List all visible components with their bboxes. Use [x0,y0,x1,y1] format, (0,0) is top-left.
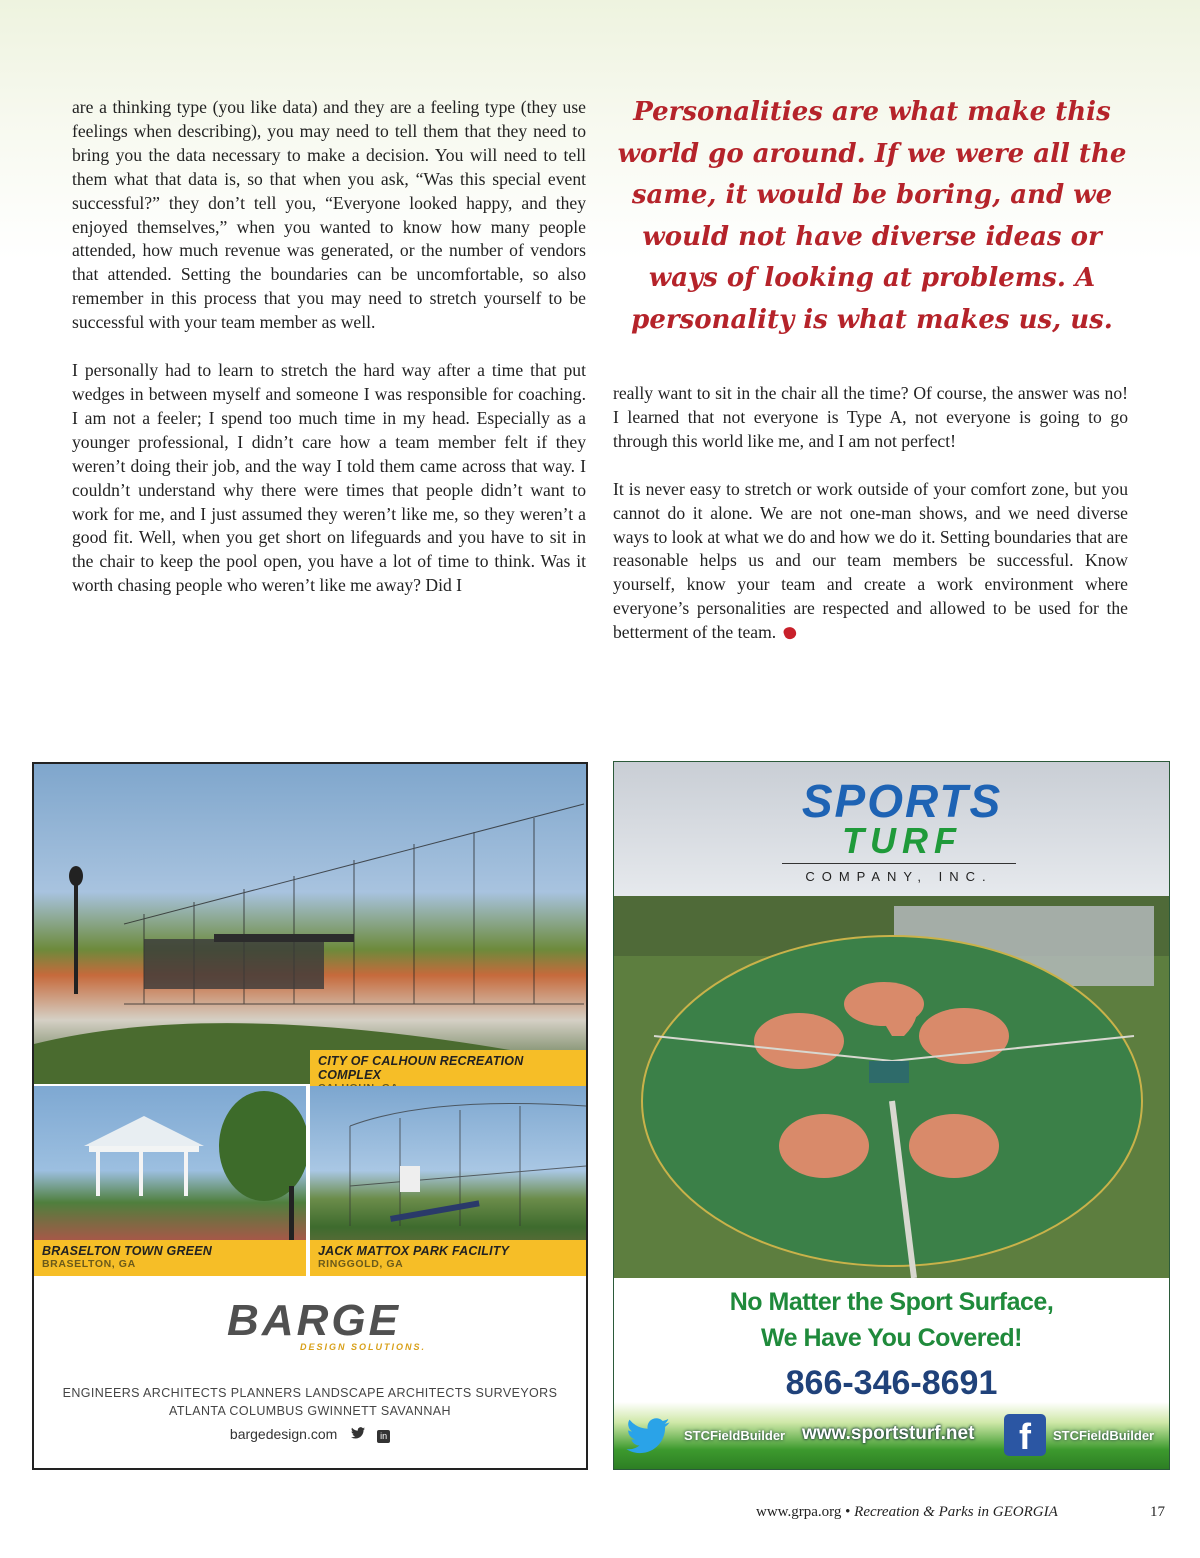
caption-title: BRASELTON TOWN GREEN [42,1244,212,1258]
turf-logo-word-turf: TURF [842,820,962,861]
caption-location: RINGGOLD, GA [318,1258,404,1270]
barge-website-link[interactable]: bargedesign.com [229,1426,338,1442]
caption-title: JACK MATTOX PARK FACILITY [318,1244,510,1258]
article-paragraph-text: It is never easy to stretch or work outside of your comfort zone, but you cannot do it alone. We are not one-man shows, and we need diverse ways to look at what we do and how we do it. Setting boundaries that are reasonable helps us and our team members be successful. Know yourself, know your team and create a work environment where everyone’s personalities are respected and allowed to be used for the betterment of the team. [613,478,1128,643]
article-paragraph: are a thinking type (you like data) and they are a feeling type (they use feelings when describing), you may need to tell them that they need to bring you the data necessary to make a decision. You will need to tell them what that data is, so that when you ask, “Was this special event successful?” they don’t tell you, “Everyone looked happy, and they enjoyed themselves,” when you wanted to know how many people attended, how much revenue was generated, or the number of vendors that attended. Setting the boundaries can be uncomfortable, so also remember in this process that you may need to stretch yourself to be successful with your team member as well. [72,97,586,333]
facebook-handle[interactable]: STCFieldBuilder [1053,1428,1155,1443]
barge-logo [194,1296,434,1352]
article-column-right [613,382,1128,669]
four-field-complex-illustration [614,896,1169,1278]
article-paragraph [613,478,1128,645]
linkedin-icon[interactable]: in [377,1430,390,1443]
logo-divider [782,863,1016,864]
page-number: 17 [1150,1504,1165,1520]
turf-company-line: COMPANY, INC. [805,869,993,884]
headline-line: We Have You Covered! [761,1324,1022,1352]
services-disciplines: ENGINEERS ARCHITECTS PLANNERS LANDSCAPE ARCHITECTS SURVEYORS [62,1386,558,1400]
georgia-state-icon [782,625,797,640]
article-paragraph: really want to sit in the chair all the time? Of course, the answer was no! I learned that not everyone is Type A, not everyone is going to go through this world like me, and I am not perfect! [613,383,1128,451]
footer-separator: • [845,1504,851,1520]
twitter-icon[interactable] [351,1427,365,1442]
sports-turf-advertisement[interactable] [613,761,1170,1470]
article-column-left [72,96,586,622]
turf-phone-number[interactable]: 866-346-8691 [785,1364,998,1402]
headline-line: No Matter the Sport Surface, [729,1288,1054,1316]
barge-web-row [34,1426,586,1443]
services-offices: ATLANTA COLUMBUS GWINNETT SAVANNAH [169,1404,451,1418]
turf-website-link[interactable]: www.sportsturf.net [802,1423,975,1444]
batting-cage-fence-illustration [34,764,586,1084]
article-paragraph: I personally had to learn to stretch the hard way after a time that put wedges in between myself and someone I was responsible for coaching. I am not a feeler; I spend too much time in my head. Especially as a younger professional, I didn’t care how a team member felt if they weren’t doing their job, and the way I told them came across that way. I couldn’t understand why there were times that people didn’t want to work for me, and I just assumed they weren’t like me, so they weren’t a good fit. Well, when you get short on lifeguards and you have to sit in the chair to keep the pool open, you have a lot of time to think. Was it worth chasing people who weren’t like me away? Did I [72,360,586,596]
barge-logo-text: BARGE [227,1296,401,1345]
footer-site-link[interactable]: www.grpa.org [756,1504,842,1520]
caption-title: CITY OF CALHOUN RECREATION COMPLEX [318,1054,524,1082]
jack-mattox-caption [310,1240,586,1276]
turf-headline [614,1284,1169,1356]
twitter-icon[interactable] [626,1418,670,1454]
page-footer [756,1504,1058,1521]
barge-services [34,1384,586,1420]
footer-publication: Recreation & Parks in GEORGIA [854,1504,1058,1520]
pull-quote: Personalities are what make this world go around. If we were all the same, it would be boring, and we would not have diverse ideas or ways of looking at problems. A personality is what makes us, us. [617,97,1127,335]
barge-logo-subtitle: DESIGN SOLUTIONS. [299,1342,426,1352]
turf-logo-word-sports: SPORTS [801,775,1003,827]
softball-complex-aerial-photo [614,896,1169,1278]
twitter-handle[interactable]: STCFieldBuilder [684,1428,786,1443]
calhoun-caption [310,1050,586,1086]
barge-advertisement[interactable] [32,762,588,1470]
braselton-caption [34,1240,306,1276]
calhoun-complex-photo [34,764,586,1084]
facebook-icon[interactable]: f [1004,1414,1046,1456]
caption-location: BRASELTON, GA [42,1258,136,1270]
